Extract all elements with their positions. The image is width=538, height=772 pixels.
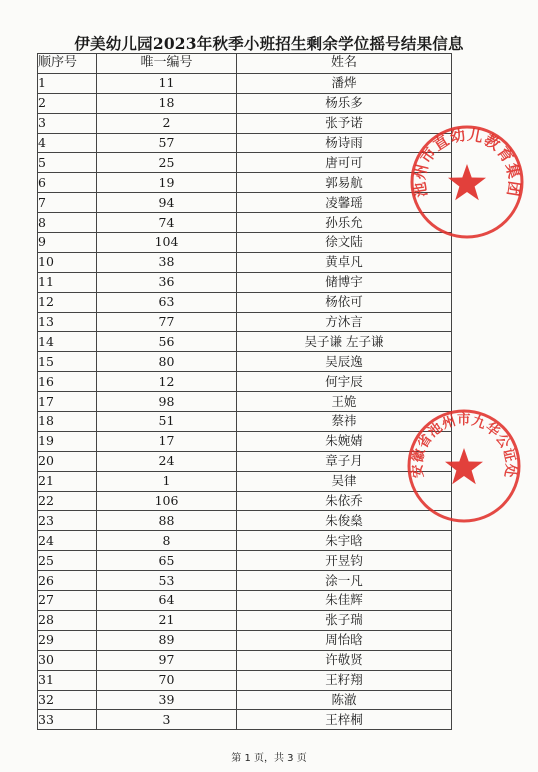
cell-order-number: 9 <box>38 233 97 253</box>
cell-name: 开昱钧 <box>237 551 452 571</box>
cell-name: 吴辰逸 <box>237 352 452 372</box>
header-unique-id: 唯一编号 <box>97 54 237 74</box>
cell-unique-id: 25 <box>97 153 237 173</box>
cell-name: 朱俊燊 <box>237 511 452 531</box>
table-row <box>38 93 452 113</box>
cell-order-number: 21 <box>38 471 97 491</box>
table-row <box>38 113 452 133</box>
table-row <box>38 193 452 213</box>
cell-order-number: 8 <box>38 213 97 233</box>
table-row <box>38 312 452 332</box>
cell-name: 郭易航 <box>237 173 452 193</box>
cell-unique-id: 57 <box>97 133 237 153</box>
cell-name: 何宇辰 <box>237 372 452 392</box>
table-row <box>38 670 452 690</box>
cell-unique-id: 97 <box>97 650 237 670</box>
cell-order-number: 26 <box>38 571 97 591</box>
table-row <box>38 690 452 710</box>
cell-unique-id: 70 <box>97 670 237 690</box>
cell-order-number: 2 <box>38 93 97 113</box>
cell-name: 蔡祎 <box>237 412 452 432</box>
cell-name: 凌馨瑶 <box>237 193 452 213</box>
cell-unique-id: 89 <box>97 630 237 650</box>
cell-unique-id: 80 <box>97 352 237 372</box>
table-row <box>38 710 452 730</box>
document-title: 伊美幼儿园2023年秋季小班招生剩余学位摇号结果信息 <box>74 34 464 53</box>
cell-order-number: 29 <box>38 630 97 650</box>
seal-kindergarten-group-text: 池州市直幼儿教育集团 <box>410 125 524 199</box>
cell-name: 杨依可 <box>237 292 452 312</box>
header-order-number: 顺序号 <box>38 54 97 74</box>
table-row <box>38 372 452 392</box>
table-row <box>38 571 452 591</box>
table-row <box>38 491 452 511</box>
cell-order-number: 31 <box>38 670 97 690</box>
cell-name: 周怡晗 <box>237 630 452 650</box>
cell-name: 朱宇晗 <box>237 531 452 551</box>
table-row <box>38 650 452 670</box>
cell-unique-id: 94 <box>97 193 237 213</box>
table-row <box>38 133 452 153</box>
table-row <box>38 272 452 292</box>
cell-name: 王籽翔 <box>237 670 452 690</box>
cell-name: 王梓桐 <box>237 710 452 730</box>
cell-order-number: 22 <box>38 491 97 511</box>
header-name: 姓名 <box>237 54 452 74</box>
cell-order-number: 15 <box>38 352 97 372</box>
cell-unique-id: 1 <box>97 471 237 491</box>
cell-order-number: 33 <box>38 710 97 730</box>
table-row <box>38 392 452 412</box>
cell-unique-id: 3 <box>97 710 237 730</box>
table-row <box>38 630 452 650</box>
table-row <box>38 332 452 352</box>
cell-order-number: 1 <box>38 73 97 93</box>
cell-name: 潘烨 <box>237 73 452 93</box>
cell-unique-id: 88 <box>97 511 237 531</box>
cell-order-number: 18 <box>38 412 97 432</box>
cell-name: 吴律 <box>237 471 452 491</box>
table-row <box>38 511 452 531</box>
cell-name: 涂一凡 <box>237 571 452 591</box>
table-row <box>38 451 452 471</box>
cell-order-number: 3 <box>38 113 97 133</box>
cell-name: 章子月 <box>237 451 452 471</box>
cell-order-number: 7 <box>38 193 97 213</box>
table-row <box>38 531 452 551</box>
cell-name: 吴子谦 左子谦 <box>237 332 452 352</box>
cell-name: 徐文陆 <box>237 233 452 253</box>
cell-unique-id: 63 <box>97 292 237 312</box>
cell-order-number: 4 <box>38 133 97 153</box>
table-row <box>38 352 452 372</box>
cell-order-number: 5 <box>38 153 97 173</box>
cell-name: 方沐言 <box>237 312 452 332</box>
cell-unique-id: 39 <box>97 690 237 710</box>
cell-unique-id: 24 <box>97 451 237 471</box>
cell-order-number: 10 <box>38 252 97 272</box>
table-row <box>38 173 452 193</box>
cell-unique-id: 51 <box>97 412 237 432</box>
cell-name: 朱依乔 <box>237 491 452 511</box>
cell-order-number: 17 <box>38 392 97 412</box>
cell-order-number: 12 <box>38 292 97 312</box>
cell-order-number: 6 <box>38 173 97 193</box>
cell-unique-id: 11 <box>97 73 237 93</box>
cell-unique-id: 74 <box>97 213 237 233</box>
cell-unique-id: 2 <box>97 113 237 133</box>
cell-unique-id: 21 <box>97 610 237 630</box>
cell-name: 张子瑞 <box>237 610 452 630</box>
cell-name: 王姽 <box>237 392 452 412</box>
cell-order-number: 28 <box>38 610 97 630</box>
table-row <box>38 551 452 571</box>
cell-name: 许敬贤 <box>237 650 452 670</box>
cell-order-number: 16 <box>38 372 97 392</box>
cell-unique-id: 56 <box>97 332 237 352</box>
cell-order-number: 19 <box>38 431 97 451</box>
table-row <box>38 292 452 312</box>
table-row <box>38 610 452 630</box>
table-row <box>38 591 452 611</box>
cell-name: 朱婉婧 <box>237 431 452 451</box>
table-row <box>38 252 452 272</box>
table-row <box>38 431 452 451</box>
cell-name: 朱佳辉 <box>237 591 452 611</box>
cell-order-number: 20 <box>38 451 97 471</box>
table-body <box>38 73 452 729</box>
cell-unique-id: 18 <box>97 93 237 113</box>
cell-unique-id: 77 <box>97 312 237 332</box>
cell-unique-id: 98 <box>97 392 237 412</box>
cell-order-number: 25 <box>38 551 97 571</box>
cell-order-number: 23 <box>38 511 97 531</box>
cell-unique-id: 19 <box>97 173 237 193</box>
cell-unique-id: 64 <box>97 591 237 611</box>
cell-name: 孙乐允 <box>237 213 452 233</box>
cell-order-number: 13 <box>38 312 97 332</box>
cell-unique-id: 65 <box>97 551 237 571</box>
cell-unique-id: 12 <box>97 372 237 392</box>
cell-unique-id: 17 <box>97 431 237 451</box>
cell-name: 杨乐多 <box>237 93 452 113</box>
cell-unique-id: 8 <box>97 531 237 551</box>
cell-name: 张予诺 <box>237 113 452 133</box>
cell-unique-id: 38 <box>97 252 237 272</box>
cell-unique-id: 106 <box>97 491 237 511</box>
cell-name: 杨诗雨 <box>237 133 452 153</box>
cell-order-number: 24 <box>38 531 97 551</box>
table-row <box>38 153 452 173</box>
cell-unique-id: 53 <box>97 571 237 591</box>
cell-order-number: 27 <box>38 591 97 611</box>
table-row <box>38 233 452 253</box>
cell-order-number: 30 <box>38 650 97 670</box>
cell-name: 陈澈 <box>237 690 452 710</box>
cell-name: 唐可可 <box>237 153 452 173</box>
table-row <box>38 412 452 432</box>
results-table <box>37 53 452 730</box>
table-row <box>38 213 452 233</box>
cell-order-number: 14 <box>38 332 97 352</box>
seal-notary-office-text: 安徽省池州市九华公证处 <box>409 412 519 479</box>
cell-name: 储博宇 <box>237 272 452 292</box>
page-footer: 第 1 页，共 3 页 <box>231 753 307 764</box>
table-row <box>38 471 452 491</box>
cell-order-number: 32 <box>38 690 97 710</box>
table-header-row <box>38 54 452 74</box>
cell-name: 黄卓凡 <box>237 252 452 272</box>
star-icon <box>448 164 486 200</box>
table-row <box>38 73 452 93</box>
cell-unique-id: 104 <box>97 233 237 253</box>
cell-unique-id: 36 <box>97 272 237 292</box>
cell-order-number: 11 <box>38 272 97 292</box>
